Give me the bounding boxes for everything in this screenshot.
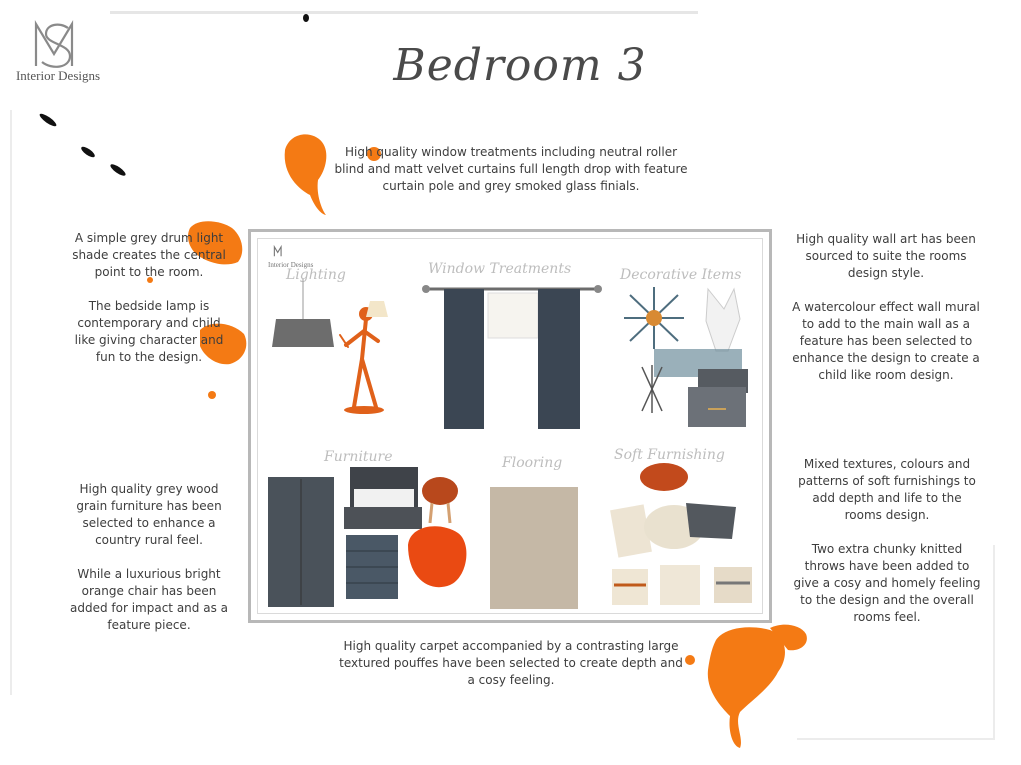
note-text: A watercolour effect wall mural to add to the main wall as a feature has been selected to enhance the design to create a child like room design. bbox=[792, 300, 980, 382]
mood-board bbox=[248, 229, 772, 623]
note-text: High quality grey wood grain furniture has been selected to enhance a country rural feel. bbox=[76, 482, 222, 547]
note-text: A simple grey drum light shade creates the central point to the room. bbox=[72, 231, 226, 279]
note-text: High quality carpet accompanied by a contrasting large textured pouffes have been selected to create depth and a cosy feeling. bbox=[339, 639, 683, 687]
category-decor: Decorative Items bbox=[620, 267, 742, 283]
note-lighting bbox=[66, 230, 232, 383]
floor-lamp-image bbox=[340, 309, 378, 407]
category-window: Window Treatments bbox=[428, 261, 572, 277]
mood-board-images bbox=[258, 239, 768, 619]
note-text: High quality window treatments including neutral roller blind and matt velvet curtains full length drop with feature curtain pole and grey smoked glass finials. bbox=[334, 145, 688, 193]
mood-board-inner bbox=[257, 238, 763, 614]
note-furniture bbox=[66, 481, 232, 651]
category-flooring: Flooring bbox=[502, 455, 563, 471]
category-furniture: Furniture bbox=[324, 449, 393, 465]
page-title: Bedroom 3 bbox=[393, 40, 647, 91]
note-flooring bbox=[338, 638, 684, 706]
brand-name: Interior Designs bbox=[15, 68, 101, 83]
note-text: High quality wall art has been sourced to suite the rooms design style. bbox=[796, 232, 976, 280]
category-lighting: Lighting bbox=[286, 267, 346, 283]
note-text: Two extra chunky knitted throws have been added to give a cosy and homely feeling to the design and the overall rooms feel. bbox=[793, 542, 981, 624]
board-logo-text: Interior Designs bbox=[268, 261, 314, 269]
note-decor bbox=[790, 231, 982, 401]
note-text: While a luxurious bright orange chair has been added for impact and as a feature piece. bbox=[70, 567, 228, 632]
note-text: The bedside lamp is contemporary and child like giving character and fun to the design. bbox=[74, 299, 224, 364]
note-soft-furnishing bbox=[792, 456, 982, 643]
note-window-treatments bbox=[330, 144, 692, 212]
note-text: Mixed textures, colours and patterns of soft furnishings to add depth and life to the rooms design. bbox=[798, 457, 976, 522]
pendant-light-image bbox=[272, 279, 334, 347]
category-soft: Soft Furnishing bbox=[614, 447, 725, 463]
